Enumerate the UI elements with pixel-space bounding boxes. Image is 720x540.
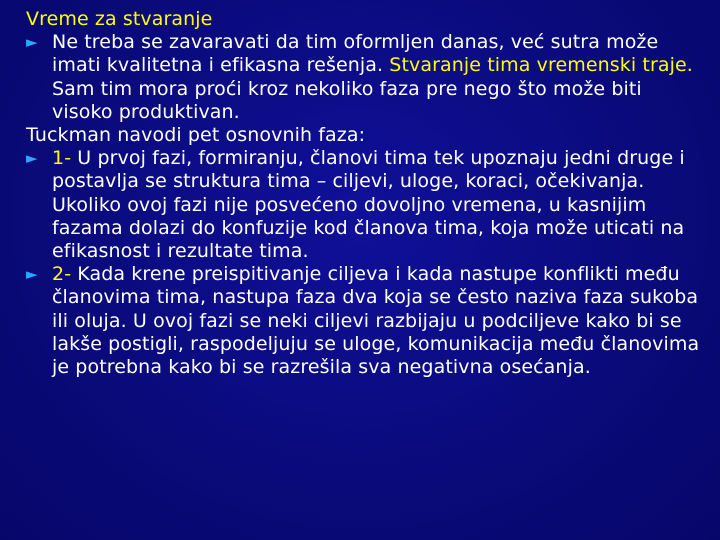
slide-title: Vreme za stvaranje <box>26 8 213 30</box>
bullet-text-part2: Sam tim mora proći kroz nekoliko faza pre nego što može biti visoko produktivan. <box>52 77 642 123</box>
triangle-bullet-icon: ► <box>26 265 38 284</box>
slide-content <box>26 8 706 379</box>
triangle-bullet-icon: ► <box>26 33 38 52</box>
phase-number: 2- <box>52 263 72 286</box>
triangle-bullet-icon: ► <box>26 149 38 168</box>
bullet-item-time <box>26 31 706 124</box>
bullet-highlight-text: Stvaranje tima vremenski traje. <box>389 54 693 77</box>
bullet-item-phase-2 <box>26 263 706 379</box>
phase-number: 1- <box>52 147 72 170</box>
intro-text: Tuckman navodi pet osnovnih faza: <box>26 124 366 147</box>
bullet-text-part1: Ne treba se zavaravati da tim oformljen danas, već sutra može imati kvalitetna i efikasna rešenja. <box>52 31 659 77</box>
phase-text: U prvoj fazi, formiranju, članovi tima tek upoznaju jedni druge i postavlja se struktura tima – ciljevi, uloge, koraci, očekivanja. Ukoliko ovoj fazi nije posvećeno dovoljno vremena, u kasnijim fazama dolazi do konfuzije kod članova tima, koja može uticati na efikasnost i rezultate tima. <box>52 147 685 263</box>
phase-text: Kada krene preispitivanje ciljeva i kada nastupe konflikti među članovima tima, nastupa faza dva koja se često naziva faza sukoba ili oluja. U ovoj fazi se neki ciljevi razbijaju u podciljeve kako bi se lakše postigli, raspodeljuju se uloge, komunikacija među članovima je potrebna kako bi se razrešila sva negativna osećanja. <box>52 263 700 379</box>
bullet-item-phase-1 <box>26 147 706 263</box>
